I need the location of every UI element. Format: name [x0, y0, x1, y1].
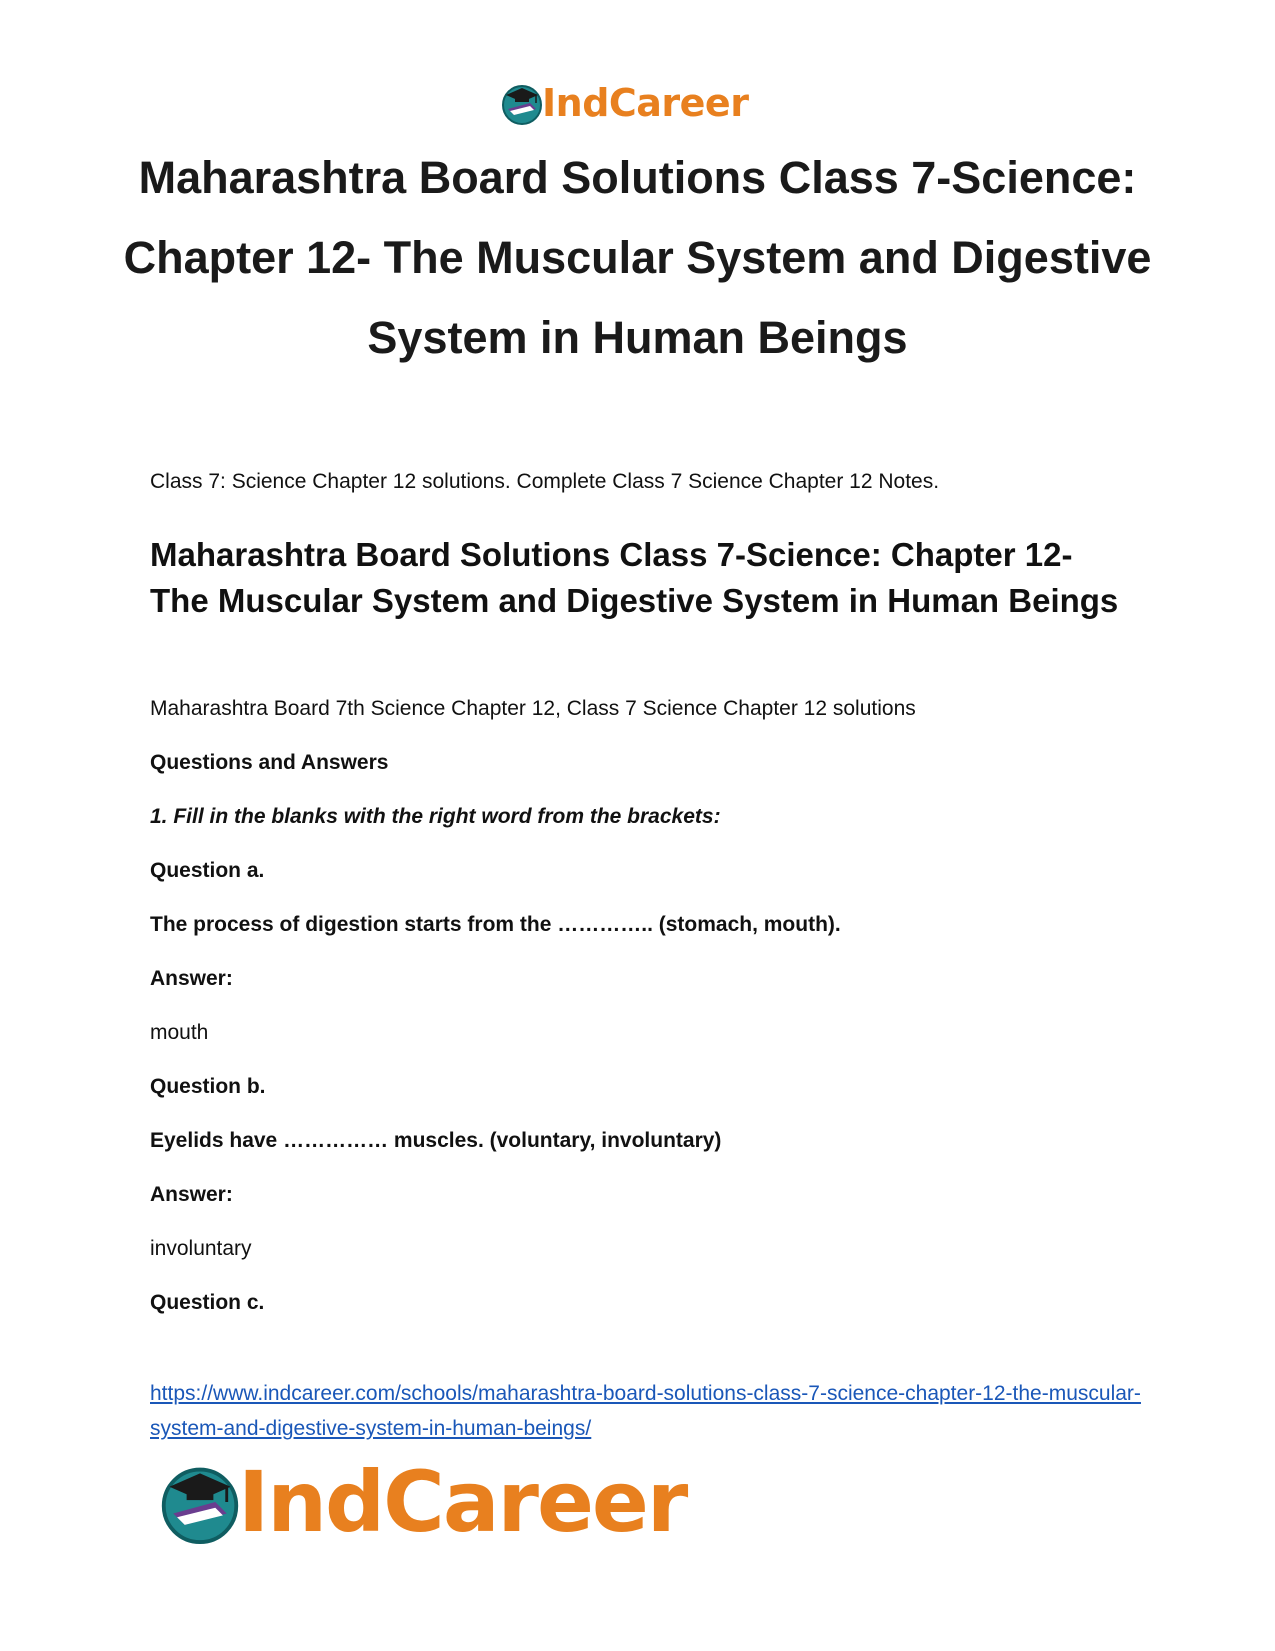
question-label: Question c.: [150, 1291, 265, 1314]
logo-text: IndCareer: [238, 1453, 687, 1551]
logo-text: IndCareer: [542, 81, 749, 125]
exercise-heading: 1. Fill in the blanks with the right word from the brackets:: [150, 805, 721, 828]
graduation-cap-book-icon: [158, 1460, 242, 1544]
page-title: Maharashtra Board Solutions Class 7-Science: Chapter 12- The Muscular System and Digestive System in Human Beings: [123, 152, 1152, 363]
qa-heading: Questions and Answers: [150, 751, 389, 774]
answer-label: Answer:: [150, 967, 233, 990]
source-link[interactable]: https://www.indcareer.com/schools/maharashtra-board-solutions-class-7-science-chapter-12-the-muscular-system-and-digestive-system-in-human-beings/: [150, 1382, 1141, 1440]
question-text: Eyelids have …………… muscles. (voluntary, involuntary): [150, 1129, 722, 1152]
subtitle-text: Maharashtra Board 7th Science Chapter 12, Class 7 Science Chapter 12 solutions: [150, 697, 916, 720]
answer-text: mouth: [150, 1021, 209, 1044]
header-logo: [500, 76, 780, 130]
source-link-container: [150, 1376, 1150, 1446]
answer-label: Answer:: [150, 1183, 233, 1206]
intro-text: Class 7: Science Chapter 12 solutions. Complete Class 7 Science Chapter 12 Notes.: [150, 470, 940, 493]
question-text: The process of digestion starts from the ………….. (stomach, mouth).: [150, 913, 841, 936]
answer-text: involuntary: [150, 1237, 252, 1260]
footer-logo: [158, 1452, 698, 1552]
graduation-cap-book-icon: [500, 81, 544, 125]
section-heading: Maharashtra Board Solutions Class 7-Science: Chapter 12- The Muscular System and Digestive System in Human Beings: [150, 536, 1119, 619]
question-label: Question a.: [150, 859, 265, 882]
question-label: Question b.: [150, 1075, 266, 1098]
